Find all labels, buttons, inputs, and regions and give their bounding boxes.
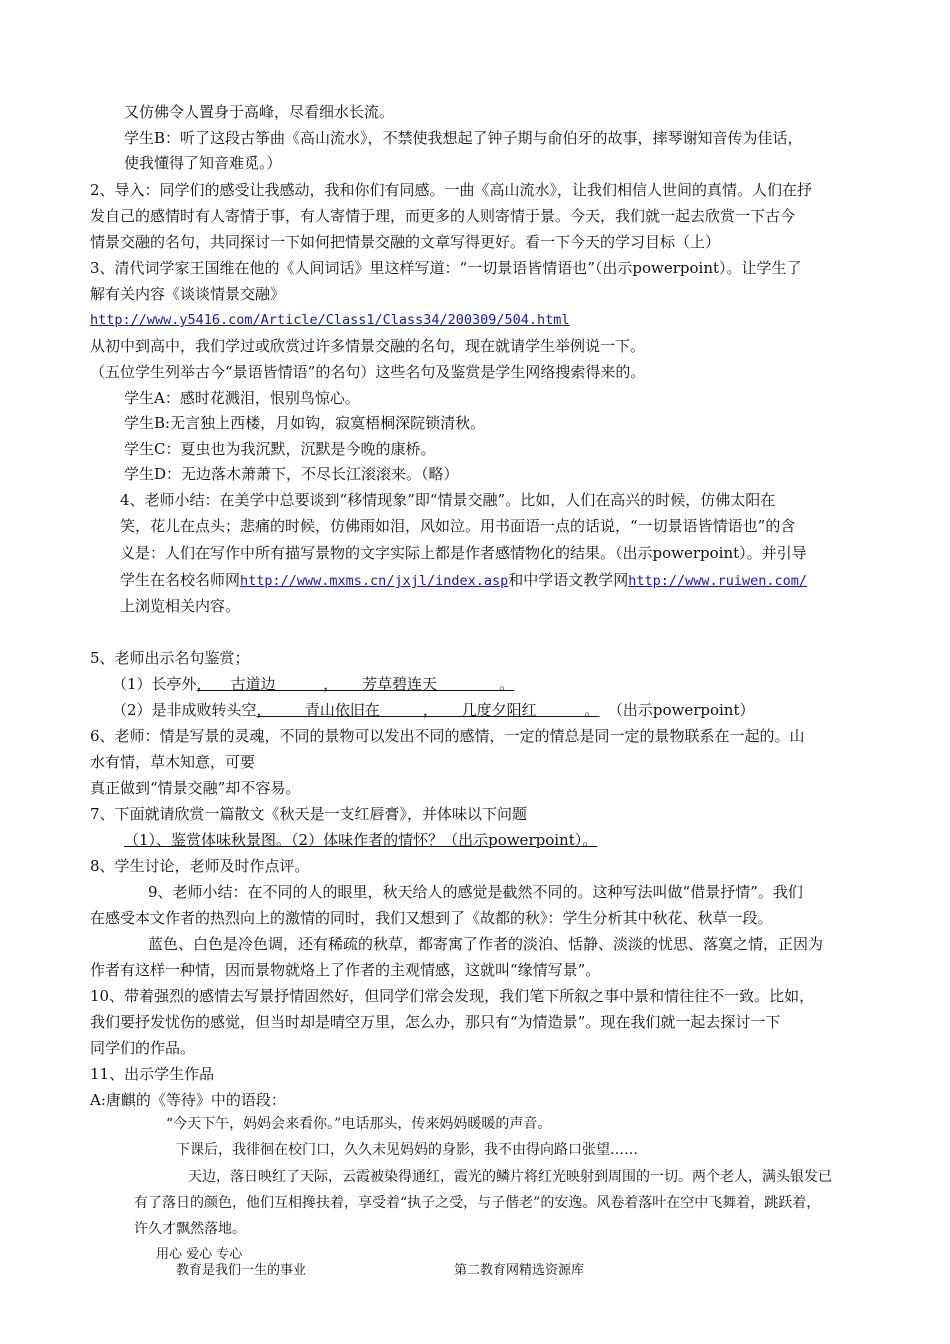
quote-2 (112, 700, 755, 720)
section-10-line-2: 我们要抒发忧伤的感觉，但当时却是晴空万里，怎么办，那只有“为情造景”。现在我们就一起去探讨一下 (90, 1013, 781, 1031)
article-link[interactable]: http://www.y5416.com/Article/Class1/Class34/200309/504.html (90, 312, 570, 328)
section-9-line-3: 蓝色、白色是冷色调，还有稀疏的秋草，都寄寓了作者的淡泊、恬静、淡淡的忧思、落寞之情，正因为 (148, 935, 824, 953)
section-4-line-3: 义是：人们在写作中所有描写景物的文字实际上都是作者感情物化的结果。（出示powerpoint）。并引导 (120, 544, 807, 562)
section-4-line-4 (120, 570, 807, 591)
section-3-line-4: （五位学生列举古今“景语皆情语”的名句）这些名句及鉴赏是学生网络搜索得来的。 (90, 363, 646, 381)
student-c-line: 学生C：夏虫也为我沉默，沉默是今晚的康桥。 (124, 440, 436, 458)
excerpt-line-3: 天边，落日映红了天际，云霞被染得通红，霞光的鳞片将红光映射到周围的一切。两个老人，满头银发已 (188, 1169, 832, 1185)
intro-line-1: 又仿佛令人置身于高峰，尽看细水长流。 (124, 103, 395, 121)
section-7-line-2: （1）、鉴赏体味秋景图。（2）体味作者的情怀？（出示powerpoint）。 (124, 831, 598, 849)
section-2-line-2: 发自己的感情时有人寄情于事，有人寄情于理，而更多的人则寄情于景。今天，我们就一起去欣赏一下古今 (90, 207, 796, 225)
excerpt-line-4: 有了落日的颜色，他们互相搀扶着，享受着“执子之受，与子偕老”的安逸。风卷着落叶在空中飞舞着，跳跃着， (134, 1195, 821, 1211)
section-10-line-1: 10、带着强烈的感情去写景抒情固然好，但同学们常会发现，我们笔下所叙之事中景和情往往不一致。比如， (90, 987, 815, 1005)
section-11-line-2: A:唐麒的《等待》中的语段： (90, 1091, 286, 1109)
excerpt-line-5: 许久才飘然落地。 (134, 1221, 246, 1237)
section-10-line-3: 同学们的作品。 (90, 1039, 196, 1057)
footer-right: 第二教育网精选资源库 (454, 1263, 585, 1278)
section-4-line-5: 上浏览相关内容。 (120, 597, 241, 615)
section-9-line-1: 9、老师小结：在不同的人的眼里，秋天给人的感觉是截然不同的。这种写法叫做“借景抒情”。我们 (148, 883, 803, 901)
section-9-line-4: 作者有这样一种情，因而景物就烙上了作者的主观情感，这就叫“缘情写景”。 (90, 961, 601, 979)
section-11-line-1: 11、出示学生作品 (90, 1065, 215, 1083)
student-a-line: 学生A：感时花溅泪，恨别鸟惊心。 (124, 389, 360, 407)
footer-left: 教育是我们一生的事业 (176, 1263, 307, 1278)
section-5-line-1: 5、老师出示名句鉴赏； (90, 649, 250, 667)
mxms-link[interactable]: http://www.mxms.cn/jxjl/index.asp (240, 573, 509, 589)
section-8-line-1: 8、学生讨论，老师及时作点评。 (90, 857, 310, 875)
quote-1-prefix: （1）长亭外 (112, 675, 197, 693)
section-3-line-3: 从初中到高中，我们学过或欣赏过许多情景交融的名句，现在就请学生举例说一下。 (90, 337, 646, 355)
section-6-line-2: 水有情，草木知意，可要 (90, 753, 256, 771)
footer-motto: 用心 爱心 专心 (156, 1247, 243, 1262)
section-4-line-4-text-a: 学生在名校名师网 (120, 571, 241, 589)
quote-2-note: （出示powerpoint） (615, 701, 755, 719)
section-3-line-2: 解有关内容《谈谈情景交融》 (90, 285, 286, 303)
section-3-line-1: 3、清代词学家王国维在他的《人间词话》里这样写道：“一切景语皆情语也”（出示powerpoint）。让学生了 (90, 259, 802, 277)
section-4-line-2: 笑，花儿在点头；悲痛的时候，仿佛雨如泪，风如泣。用书面语一点的话说，“一切景语皆情语也”的含 (120, 517, 796, 535)
section-4-line-1: 4、老师小结：在美学中总要谈到“移情现象”即“情景交融”。比如，人们在高兴的时候，仿佛太阳在 (120, 491, 776, 509)
section-2-line-1: 2、导入：同学们的感受让我感动，我和你们有同感。一曲《高山流水》，让我们相信人世间的真情。人们在抒 (90, 181, 813, 199)
section-9-line-2: 在感受本文作者的热烈向上的激情的同时，我们又想到了《故都的秋》：学生分析其中秋花、秋草一段。 (90, 909, 773, 927)
section-6-line-1: 6、老师：情是写景的灵魂，不同的景物可以发出不同的感情，一定的情总是同一定的景物联系在一起的。山 (90, 727, 805, 745)
section-2-line-3: 情景交融的名句，共同探讨一下如何把情景交融的文章写得更好。看一下今天的学习目标（上） (90, 233, 721, 251)
section-4-line-4-text-b: 和中学语文教学网 (508, 571, 629, 589)
intro-line-2: 学生B：听了这段古筝曲《高山流水》，不禁使我想起了钟子期与俞伯牙的故事，摔琴谢知音传为佳话， (124, 129, 803, 147)
section-6-line-3: 真正做到“情景交融”却不容易。 (90, 779, 301, 797)
ruiwen-link[interactable]: http://www.ruiwen.com/ (628, 573, 808, 589)
quote-2-prefix: （2）是非成败转头空 (112, 701, 257, 719)
quote-2-blanks: ， 青山依旧在 ， 几度夕阳红 。 (256, 701, 600, 719)
section-7-line-1: 7、下面就请欣赏一篇散文《秋天是一支红唇膏》，并体味以下问题 (90, 805, 528, 823)
student-b-line: 学生B:无言独上西楼，月如钩，寂寞梧桐深院锁清秋。 (124, 414, 486, 432)
excerpt-line-1: “今天下午，妈妈会来看你。”电话那头，传来妈妈暖暖的声音。 (166, 1116, 552, 1132)
quote-1 (112, 674, 514, 694)
student-d-line: 学生D：无边落木萧萧下，不尽长江滚滚来。（略） (124, 465, 459, 483)
excerpt-line-2: 下课后，我徘徊在校门口，久久未见妈妈的身影，我不由得向路口张望…… (176, 1142, 638, 1158)
quote-1-blanks: ， 古道边 ， 芳草碧连天 。 (196, 675, 515, 693)
intro-line-3: 使我懂得了知音难觅。） (124, 154, 282, 172)
